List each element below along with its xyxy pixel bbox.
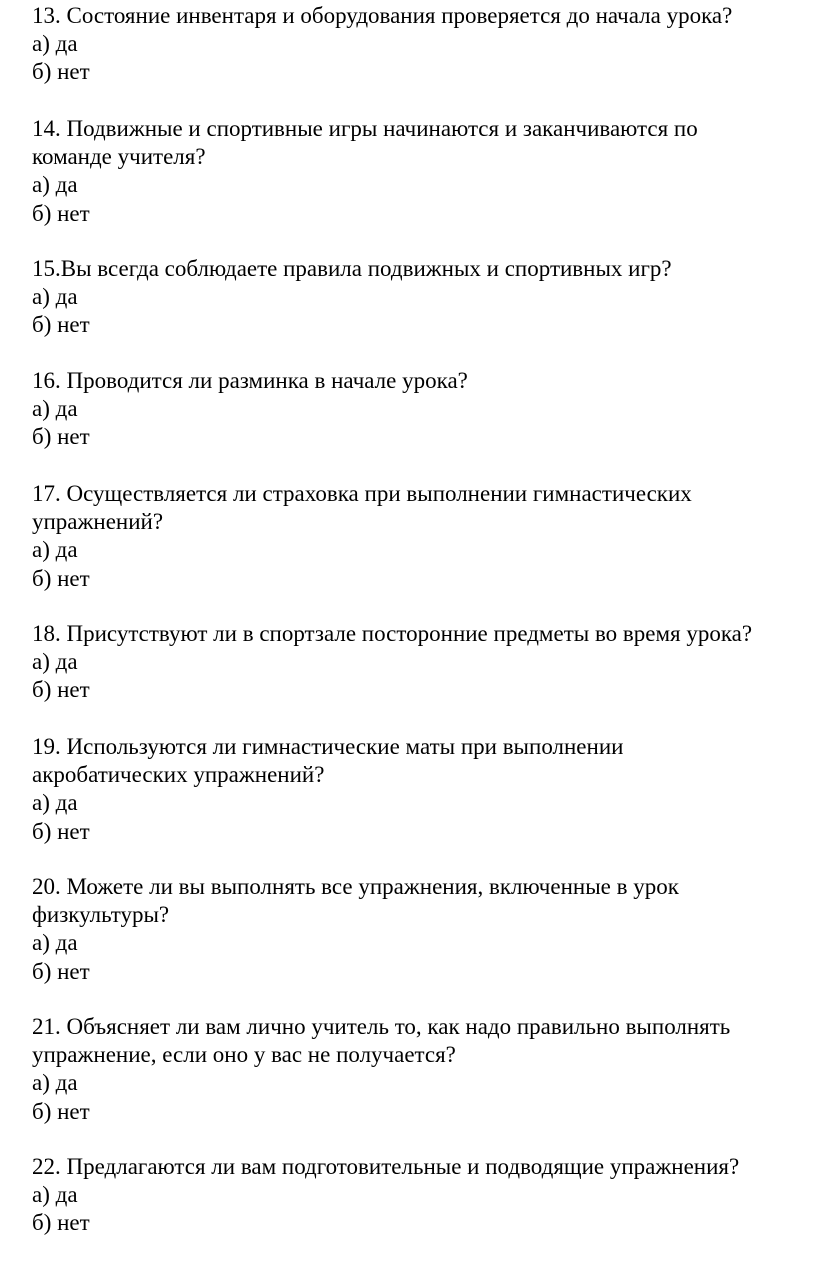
question-15 — [32, 255, 812, 340]
answer-option-b: б) нет — [32, 565, 90, 591]
answer-option-a: а) да — [32, 284, 78, 310]
answer-option-b: б) нет — [32, 424, 90, 450]
question-text: 20. Можете ли вы выполнять все упражнения, включенные в урок — [32, 874, 679, 899]
answer-option-b: б) нет — [32, 677, 90, 703]
question-text: 15.Вы всегда соблюдаете правила подвижных и спортивных игр? — [32, 256, 672, 281]
answer-option-b: б) нет — [32, 958, 90, 984]
answer-option-a: а) да — [32, 1070, 78, 1096]
question-19 — [32, 733, 812, 846]
question-text-continued: команде учителя? — [32, 144, 206, 170]
answer-option-b: б) нет — [32, 1098, 90, 1124]
answer-option-a: а) да — [32, 172, 78, 198]
question-16 — [32, 367, 812, 452]
question-14 — [32, 115, 812, 228]
question-text: 22. Предлагаются ли вам подготовительные и подводящие упражнения? — [32, 1154, 740, 1179]
answer-option-a: а) да — [32, 790, 78, 816]
answer-option-a: а) да — [32, 396, 78, 422]
answer-option-a: а) да — [32, 1182, 78, 1208]
answer-option-b: б) нет — [32, 200, 90, 226]
question-text: 14. Подвижные и спортивные игры начинаются и заканчиваются по — [32, 116, 698, 141]
answer-option-b: б) нет — [32, 818, 90, 844]
question-text-continued: упражнений? — [32, 509, 164, 535]
question-text-continued: физкультуры? — [32, 902, 170, 928]
answer-option-a: а) да — [32, 31, 78, 57]
question-22 — [32, 1153, 812, 1238]
question-text: 21. Объясняет ли вам лично учитель то, как надо правильно выполнять — [32, 1014, 731, 1039]
question-text: 18. Присутствуют ли в спортзале посторонние предметы во время урока? — [32, 621, 753, 646]
question-17 — [32, 480, 812, 593]
answer-option-b: б) нет — [32, 1210, 90, 1236]
question-text: 19. Используются ли гимнастические маты при выполнении — [32, 734, 624, 759]
answer-option-b: б) нет — [32, 312, 90, 338]
question-text: 13. Состояние инвентаря и оборудования проверяется до начала урока? — [32, 3, 733, 28]
answer-option-a: а) да — [32, 930, 78, 956]
question-20 — [32, 873, 812, 986]
answer-option-a: а) да — [32, 649, 78, 675]
question-text-continued: акробатических упражнений? — [32, 762, 325, 788]
answer-option-b: б) нет — [32, 59, 90, 85]
question-text: 16. Проводится ли разминка в начале урока? — [32, 368, 468, 393]
question-13 — [32, 2, 812, 87]
answer-option-a: а) да — [32, 537, 78, 563]
question-text-continued: упражнение, если оно у вас не получается? — [32, 1042, 456, 1068]
question-text: 17. Осуществляется ли страховка при выполнении гимнастических — [32, 481, 692, 506]
question-21 — [32, 1013, 812, 1126]
question-18 — [32, 620, 812, 705]
